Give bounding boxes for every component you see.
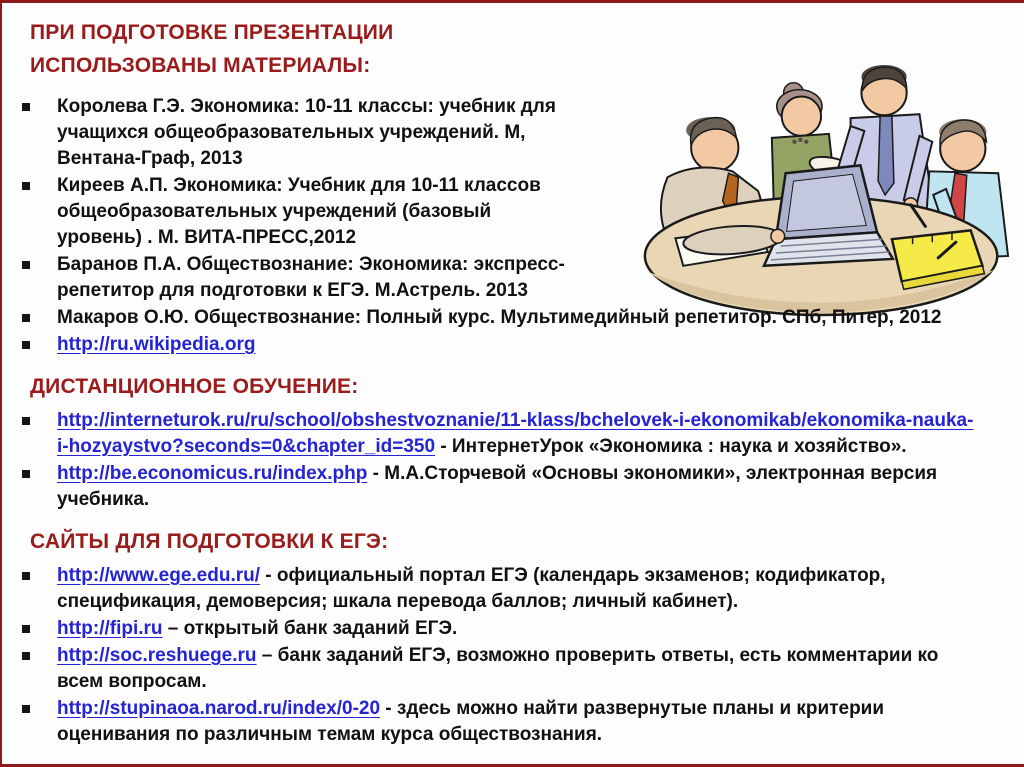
list-item	[20, 563, 980, 615]
bullet-marker	[22, 314, 30, 322]
item-text: - М.А.Сторчевой «Основы экономики», электронная версия учебника.	[57, 463, 938, 510]
list-item	[20, 332, 980, 358]
hyperlink[interactable]: http://www.ege.edu.ru/	[57, 565, 261, 586]
list-item-body	[57, 565, 886, 612]
list-item	[20, 305, 980, 331]
list-item	[20, 643, 980, 695]
bullet-marker	[22, 417, 30, 425]
list-item	[20, 696, 980, 748]
distance-learning-list	[20, 408, 1000, 513]
list-item	[20, 461, 980, 513]
bullet-marker	[22, 652, 30, 660]
item-text: Киреев А.П. Экономика: Учебник для 10-11 классов общеобразовательных учреждений (базовый уровень) . М. ВИТА-ПРЕСС,2012	[57, 175, 541, 248]
item-text: – банк заданий ЕГЭ, возможно проверить ответы, есть комментарии ко всем вопросам.	[57, 645, 939, 692]
slide-top-border	[0, 0, 1024, 3]
slide-title-line1: ПРИ ПОДГОТОВКЕ ПРЕЗЕНТАЦИИ	[30, 21, 394, 44]
section-heading-ege-sites: САЙТЫ ДЛЯ ПОДГОТОВКИ К ЕГЭ:	[30, 530, 389, 553]
bullet-marker	[22, 625, 30, 633]
hyperlink[interactable]: http://stupinaoa.narod.ru/index/0-20	[57, 698, 381, 719]
list-item-body	[57, 463, 937, 510]
item-text: – открытый банк заданий ЕГЭ.	[162, 618, 458, 639]
list-item-body	[57, 698, 884, 745]
item-text: Королева Г.Э. Экономика: 10-11 классы: учебник для учащихся общеобразовательных учреждений. М, Вентана-Граф, 2013	[57, 96, 556, 169]
list-item-body	[57, 334, 255, 355]
list-item-body	[57, 254, 565, 301]
list-item-body	[57, 645, 938, 692]
hyperlink[interactable]: http://be.economicus.ru/index.php	[57, 463, 368, 484]
bullet-marker	[22, 182, 30, 190]
ege-sites-list	[20, 563, 1000, 748]
team-clipart-image	[638, 56, 1012, 324]
section-heading-distance-learning: ДИСТАНЦИОННОЕ ОБУЧЕНИЕ:	[30, 375, 359, 398]
item-text: - ИнтернетУрок «Экономика : наука и хозяйство».	[435, 436, 907, 457]
list-item-body	[57, 175, 541, 248]
slide-title-line2: ИСПОЛЬЗОВАНЫ МАТЕРИАЛЫ:	[30, 54, 371, 77]
hyperlink[interactable]: http://soc.reshuege.ru	[57, 645, 257, 666]
hyperlink[interactable]: http://fipi.ru	[57, 618, 163, 639]
list-item	[20, 94, 565, 172]
list-item	[20, 173, 565, 251]
list-item-body	[57, 618, 457, 639]
list-item	[20, 408, 980, 460]
list-item	[20, 616, 980, 642]
list-item-body	[57, 410, 973, 457]
team-collaboration-clipart	[638, 56, 1012, 324]
bullet-marker	[22, 103, 30, 111]
item-text: Баранов П.А. Обществознание: Экономика: экспресс-репетитор для подготовки к ЕГЭ. М.Астрель. 2013	[57, 254, 565, 301]
bullet-marker	[22, 261, 30, 269]
bullet-marker	[22, 572, 30, 580]
hyperlink[interactable]: http://ru.wikipedia.org	[57, 334, 256, 355]
bullet-marker	[22, 705, 30, 713]
item-text: - здесь можно найти развернутые планы и критерии оценивания по различным темам курса обществознания.	[57, 698, 885, 745]
list-item	[20, 252, 565, 304]
list-item-body	[57, 307, 942, 328]
bullet-marker	[22, 470, 30, 478]
hyperlink[interactable]: http://interneturok.ru/ru/school/obshestvoznanie/11-klass/bchelovek-i-ekonomikab/ekonomika-nauka-i-hozyaystvo?seconds=0&chapter_id=350	[57, 410, 974, 457]
item-text: Макаров О.Ю. Обществознание: Полный курс. Мультимедийный репетитор. СПб, Питер, 2012	[57, 307, 942, 328]
list-item-body	[57, 96, 556, 169]
slide-left-border	[0, 0, 2, 767]
item-text: - официальный портал ЕГЭ (календарь экзаменов; кодификатор, спецификация, демоверсия; шкала перевода баллов; личный кабинет).	[57, 565, 886, 612]
bullet-marker	[22, 341, 30, 349]
